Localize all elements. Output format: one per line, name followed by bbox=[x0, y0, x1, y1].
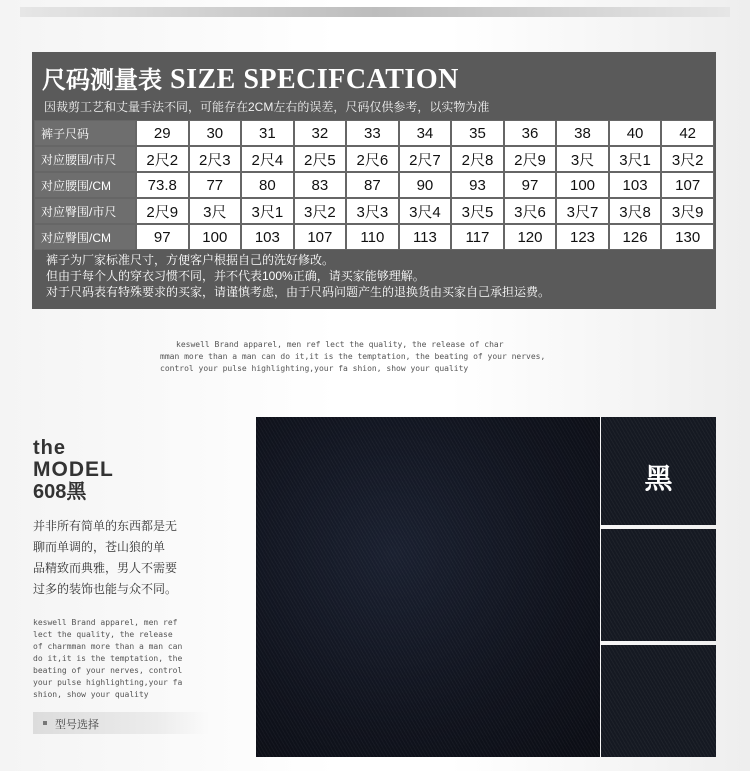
size-cell: 3尺4 bbox=[399, 198, 452, 224]
size-chart-title bbox=[42, 60, 459, 96]
size-cell: 97 bbox=[136, 224, 189, 250]
size-cell: 120 bbox=[504, 224, 557, 250]
size-row-label: 对应臀围/CM bbox=[34, 224, 136, 250]
size-cell: 30 bbox=[189, 120, 242, 146]
tagline-line: keswell Brand apparel, men ref lect the quality, the release of char bbox=[176, 340, 504, 349]
size-cell: 80 bbox=[241, 172, 294, 198]
size-cell: 2尺9 bbox=[136, 198, 189, 224]
size-chart-title-cn: 尺码测量表 bbox=[42, 66, 162, 94]
size-cell: 123 bbox=[556, 224, 609, 250]
size-note: 裤子为厂家标准尺寸，方便客户根据自己的洗好修改。 bbox=[46, 253, 335, 267]
size-cell: 3尺2 bbox=[661, 146, 714, 172]
size-cell: 2尺6 bbox=[346, 146, 399, 172]
size-table-row bbox=[34, 120, 714, 146]
size-cell: 3尺1 bbox=[609, 146, 662, 172]
model-word: MODEL bbox=[33, 458, 114, 481]
size-cell: 113 bbox=[399, 224, 452, 250]
model-description-cn bbox=[33, 516, 213, 600]
size-row-label: 对应臀围/市尺 bbox=[34, 198, 136, 224]
description-line: 并非所有简单的东西都是无 bbox=[33, 519, 178, 533]
top-divider bbox=[20, 7, 730, 17]
model-number: 608黑 bbox=[33, 481, 87, 503]
size-cell: 3尺 bbox=[556, 146, 609, 172]
size-cell: 34 bbox=[399, 120, 452, 146]
size-cell: 110 bbox=[346, 224, 399, 250]
size-cell: 3尺1 bbox=[241, 198, 294, 224]
size-cell: 103 bbox=[241, 224, 294, 250]
model-select-text: 型号选择 bbox=[55, 719, 99, 731]
model-the: the bbox=[33, 437, 66, 459]
size-table-row bbox=[34, 146, 714, 172]
size-cell: 103 bbox=[609, 172, 662, 198]
size-cell: 2尺9 bbox=[504, 146, 557, 172]
size-chart-panel bbox=[32, 52, 716, 309]
size-cell: 2尺7 bbox=[399, 146, 452, 172]
size-cell: 3尺8 bbox=[609, 198, 662, 224]
size-chart-title-en: SIZE SPECIFCATION bbox=[170, 64, 459, 95]
description-line: 品精致而典雅，男人不需要 bbox=[33, 561, 178, 575]
size-table-row bbox=[34, 198, 714, 224]
size-cell: 31 bbox=[241, 120, 294, 146]
size-table bbox=[34, 120, 714, 250]
size-cell: 87 bbox=[346, 172, 399, 198]
description-en-line: shion, show your quality bbox=[33, 690, 149, 699]
description-en-line: lect the quality, the release bbox=[33, 630, 173, 639]
size-cell: 29 bbox=[136, 120, 189, 146]
model-description-en bbox=[33, 617, 223, 701]
size-cell: 77 bbox=[189, 172, 242, 198]
size-cell: 100 bbox=[556, 172, 609, 198]
size-row-label: 对应腰围/CM bbox=[34, 172, 136, 198]
model-heading bbox=[33, 437, 114, 503]
size-cell: 107 bbox=[661, 172, 714, 198]
size-table-row bbox=[34, 172, 714, 198]
description-en-line: your pulse highlighting,your fa bbox=[33, 678, 183, 687]
size-cell: 3尺7 bbox=[556, 198, 609, 224]
size-cell: 42 bbox=[661, 120, 714, 146]
size-cell: 40 bbox=[609, 120, 662, 146]
size-cell: 3尺6 bbox=[504, 198, 557, 224]
model-select-label bbox=[33, 712, 208, 734]
size-cell: 3尺 bbox=[189, 198, 242, 224]
tagline-line: control your pulse highlighting,your fa shion, show your quality bbox=[160, 364, 469, 373]
size-cell: 3尺9 bbox=[661, 198, 714, 224]
size-cell: 3尺2 bbox=[294, 198, 347, 224]
size-cell: 117 bbox=[451, 224, 504, 250]
bullet-icon bbox=[43, 721, 47, 725]
size-cell: 107 bbox=[294, 224, 347, 250]
size-row-label: 裤子尺码 bbox=[34, 120, 136, 146]
description-en-line: of charmman more than a man can bbox=[33, 642, 183, 651]
tagline-line: mman more than a man can do it,it is the temptation, the beating of your nerves, bbox=[160, 352, 546, 361]
size-cell: 130 bbox=[661, 224, 714, 250]
size-cell: 83 bbox=[294, 172, 347, 198]
description-line: 过多的装饰也能与众不同。 bbox=[33, 582, 178, 596]
size-notes bbox=[46, 252, 550, 300]
color-swatch-black[interactable] bbox=[601, 417, 716, 525]
size-cell: 93 bbox=[451, 172, 504, 198]
size-cell: 33 bbox=[346, 120, 399, 146]
size-cell: 73.8 bbox=[136, 172, 189, 198]
size-cell: 2尺4 bbox=[241, 146, 294, 172]
fabric-detail-swatch[interactable] bbox=[601, 645, 716, 757]
size-cell: 35 bbox=[451, 120, 504, 146]
size-cell: 3尺5 bbox=[451, 198, 504, 224]
size-cell: 32 bbox=[294, 120, 347, 146]
size-cell: 36 bbox=[504, 120, 557, 146]
size-cell: 2尺3 bbox=[189, 146, 242, 172]
description-en-line: do it,it is the temptation, the bbox=[33, 654, 183, 663]
size-cell: 97 bbox=[504, 172, 557, 198]
size-note: 对于尺码表有特殊要求的买家，请谨慎考虑，由于尺码问题产生的退换货由买家自己承担运费。 bbox=[46, 285, 551, 299]
size-chart-subtitle: 因裁剪工艺和丈量手法不同，可能存在2CM左右的误差，尺码仅供参考，以实物为准 bbox=[44, 100, 490, 114]
size-note: 但由于每个人的穿衣习惯不同，并不代表100%正确，请买家能够理解。 bbox=[46, 269, 425, 283]
description-en-line: keswell Brand apparel, men ref bbox=[33, 618, 178, 627]
description-en-line: beating of your nerves, control bbox=[33, 666, 183, 675]
size-cell: 38 bbox=[556, 120, 609, 146]
size-cell: 2尺5 bbox=[294, 146, 347, 172]
fabric-main-image bbox=[256, 417, 600, 757]
swatch-color-label: 黑 bbox=[644, 462, 673, 495]
fabric-detail-swatch[interactable] bbox=[601, 529, 716, 641]
size-cell: 2尺2 bbox=[136, 146, 189, 172]
description-line: 聊而单调的，苍山狼的单 bbox=[33, 540, 166, 554]
size-row-label: 对应腰围/市尺 bbox=[34, 146, 136, 172]
size-cell: 3尺3 bbox=[346, 198, 399, 224]
size-cell: 100 bbox=[189, 224, 242, 250]
size-cell: 2尺8 bbox=[451, 146, 504, 172]
size-cell: 126 bbox=[609, 224, 662, 250]
size-cell: 90 bbox=[399, 172, 452, 198]
size-table-row bbox=[34, 224, 714, 250]
brand-tagline bbox=[160, 339, 590, 375]
